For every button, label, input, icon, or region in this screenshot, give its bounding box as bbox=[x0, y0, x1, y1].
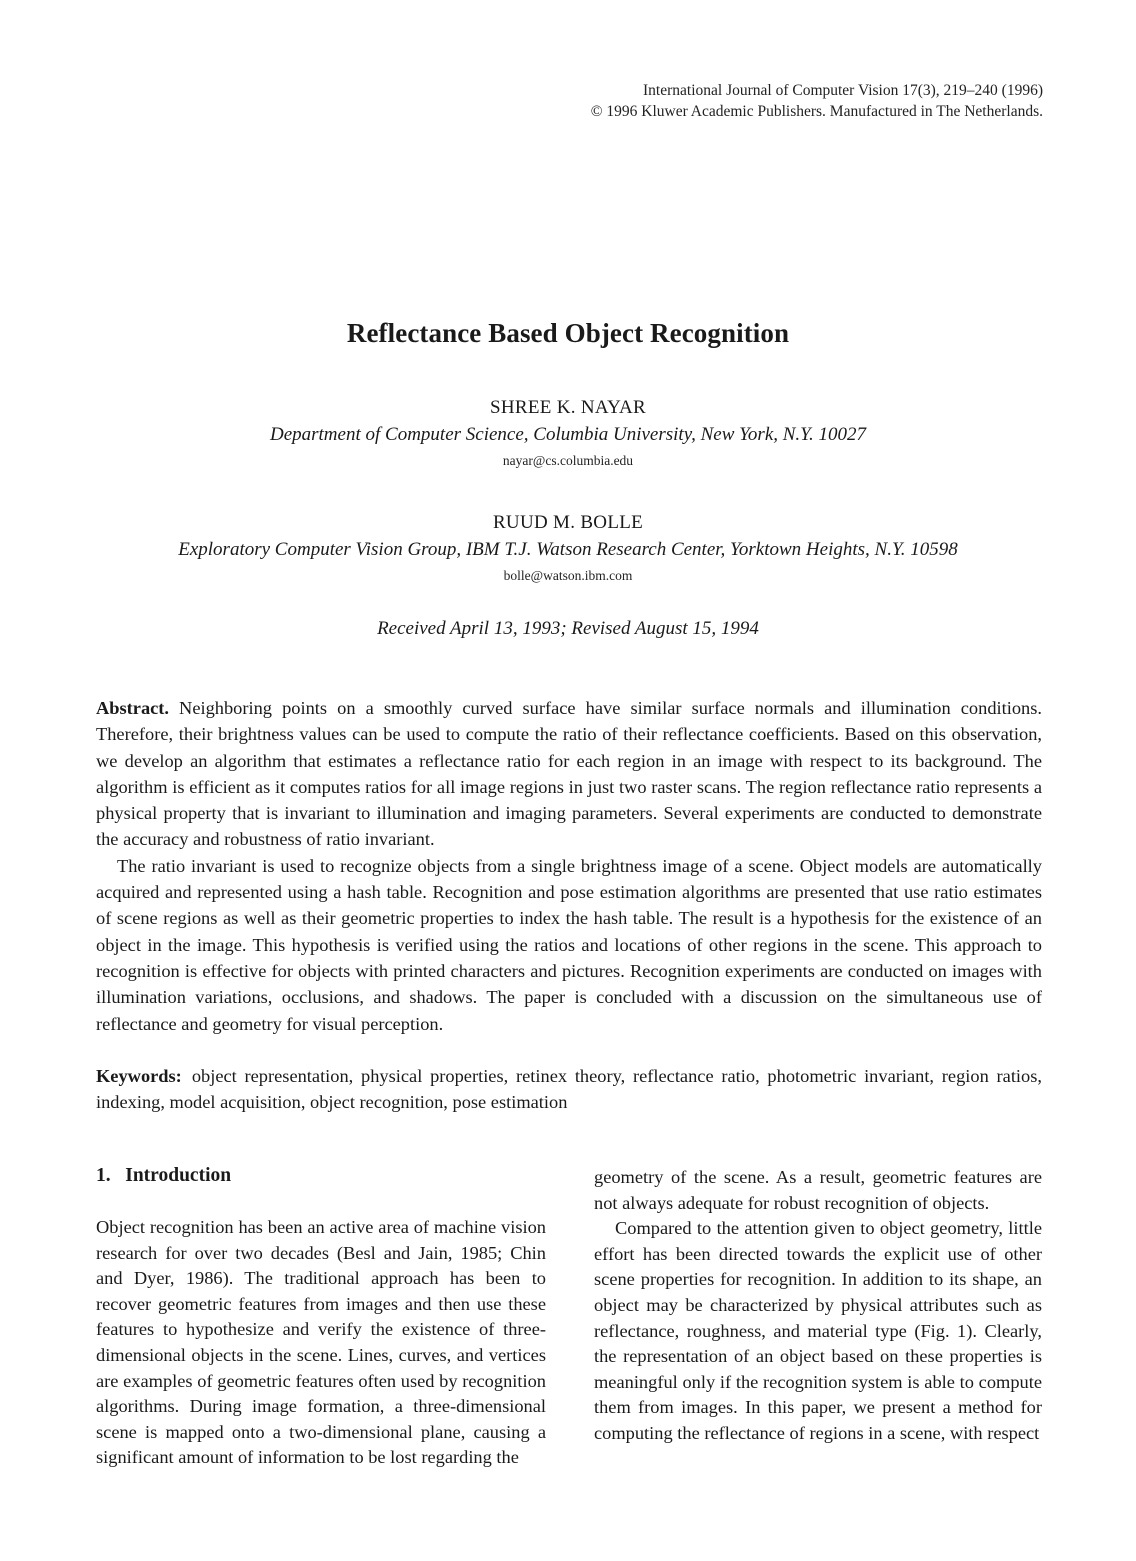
keywords bbox=[96, 1063, 1042, 1115]
intro-paragraph-1: Object recognition has been an active area of machine vision research for over two decades (Besl and Jain, 1985; Chin and Dyer, 1986). The traditional approach has been to recover geometric features from images and then use these features to hypothesize and verify the existence of three-dimensional objects in the scene. Lines, curves, and vertices are examples of geometric features often used by recognition algorithms. During image formation, a three-dimensional scene is mapped onto a two-dimensional plane, causing a significant amount of information to be lost regarding the bbox=[96, 1217, 546, 1468]
author-block-2 bbox=[0, 509, 1136, 589]
journal-citation: International Journal of Computer Vision 17(3), 219–240 (1996) bbox=[643, 82, 1043, 99]
author-email: bolle@watson.ibm.com bbox=[503, 568, 633, 583]
section-heading-introduction: 1. Introduction bbox=[96, 1165, 232, 1186]
received-dates: Received April 13, 1993; Revised August 15, 1994 bbox=[377, 618, 759, 639]
author-affiliation: Exploratory Computer Vision Group, IBM T.J. Watson Research Center, Yorktown Heights, N.Y. 10598 bbox=[178, 539, 958, 560]
abstract-label: Abstract. bbox=[96, 698, 170, 718]
intro-paragraph-2: Compared to the attention given to object geometry, little effort has been directed towards the explicit use of other scene properties for recognition. In addition to its shape, an object may be characterized by physical attributes such as reflectance, roughness, and material type (Fig. 1). Clearly, the representation of an object based on these properties is meaningful only if the recognition system is able to compute them from images. In this paper, we present a method for computing the reflectance of regions in a scene, with respect bbox=[594, 1218, 1042, 1443]
author-affiliation: Department of Computer Science, Columbia University, New York, N.Y. 10027 bbox=[269, 424, 867, 445]
author-email: nayar@cs.columbia.edu bbox=[502, 453, 634, 468]
author-block-1 bbox=[0, 394, 1136, 474]
journal-header bbox=[591, 80, 1043, 122]
abstract bbox=[96, 695, 1042, 1037]
column-left bbox=[96, 1215, 546, 1471]
author-name: SHREE K. NAYAR bbox=[489, 397, 647, 418]
abstract-paragraph-1 bbox=[96, 695, 1042, 853]
abstract-text-1: Neighboring points on a smoothly curved surface have similar surface normals and illumination conditions. Therefore, their brightness values can be used to compute the ratio of their reflectance coefficients. Based on this observation, we develop an algorithm that estimates a reflectance ratio for each region in an image with respect to its background. The algorithm is efficient as it computes ratios for all image regions in just two raster scans. The region reflectance ratio represents a physical property that is invariant to illumination and imaging parameters. Several experiments are conducted to demonstrate the accuracy and robustness of ratio invariant. bbox=[96, 698, 1042, 850]
author-name: RUUD M. BOLLE bbox=[492, 512, 644, 533]
intro-paragraph-continued: geometry of the scene. As a result, geometric features are not always adequate for robust recognition of objects. bbox=[594, 1167, 1042, 1213]
paper-title: Reflectance Based Object Recognition bbox=[346, 318, 790, 348]
copyright-line: © 1996 Kluwer Academic Publishers. Manufactured in The Netherlands. bbox=[590, 103, 1043, 120]
column-right bbox=[594, 1165, 1042, 1447]
abstract-paragraph-2: The ratio invariant is used to recognize objects from a single brightness image of a scene. Object models are automatically acquired and represented using a hash table. Recognition and pose estimation algorithms are presented that use ratio estimates of scene regions as well as their geometric properties to index the hash table. The result is a hypothesis for the existence of an object in the image. This hypothesis is verified using the ratios and locations of other regions in the scene. This approach to recognition is effective for objects with printed characters and pictures. Recognition experiments are conducted on images with illumination variations, occlusions, and shadows. The paper is concluded with a discussion on the simultaneous use of reflectance and geometry for visual perception. bbox=[96, 855, 1042, 1034]
keywords-text: object representation, physical properties, retinex theory, reflectance ratio, photometric invariant, region ratios, indexing, model acquisition, object recognition, pose estimation bbox=[96, 1066, 1042, 1112]
keywords-label: Keywords: bbox=[96, 1066, 182, 1086]
